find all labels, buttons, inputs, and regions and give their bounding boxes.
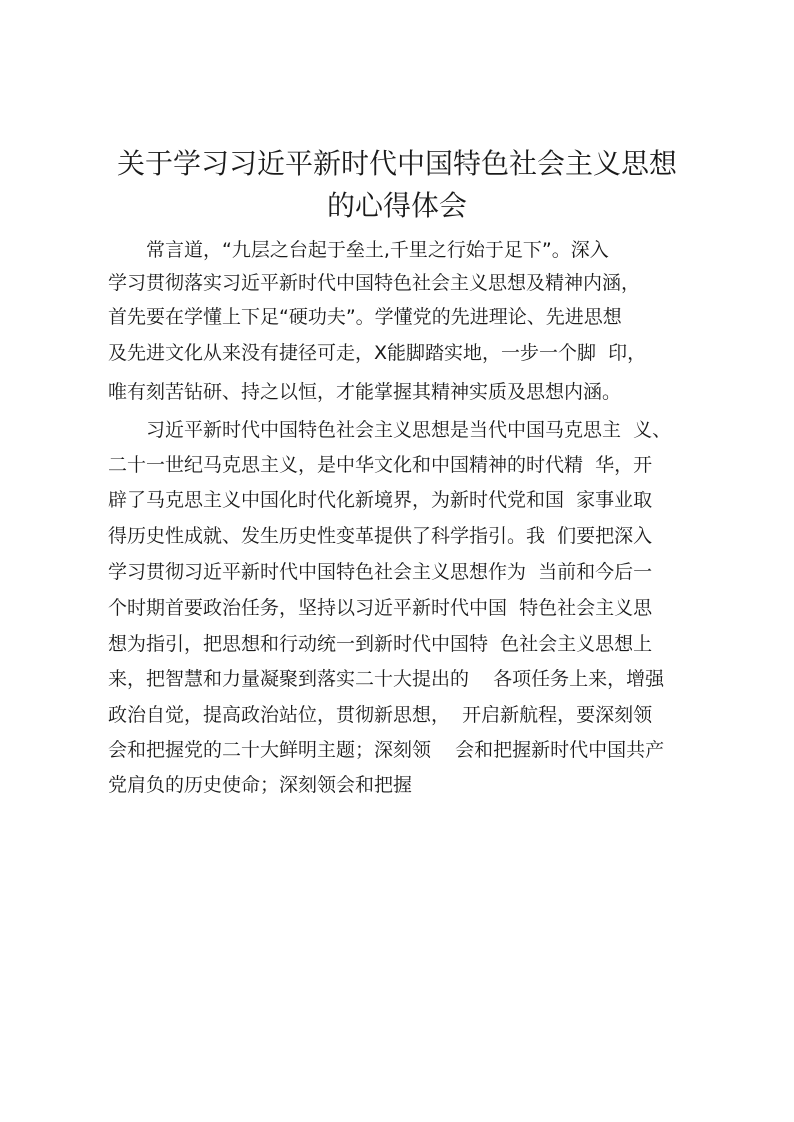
paragraph-2-line: 二十一世纪马克思主义，是中华文化和中国精神的时代精 华，开: [108, 454, 653, 476]
document-title-line-2: 的心得体会: [326, 189, 467, 222]
paragraph-2-line: 政治自觉，提高政治站位，贯彻新思想， 开启新航程，要深刻领: [108, 704, 653, 726]
paragraph-1-line: 唯有刻苦钻研、持之以恒，才能掌握其精神实质及思想内涵。: [108, 381, 622, 403]
paragraph-2-line: 想为指引，把思想和行动统一到新时代中国特 色社会主义思想上: [108, 633, 653, 655]
paragraph-2-line: 会和把握党的二十大鲜明主题；深刻领 会和把握新时代中国共产: [108, 739, 665, 761]
paragraph-1-line: 及先进文化从来没有捷径可走，X能脚踏实地，一步一个脚 印，: [108, 342, 647, 364]
document-title-line-1: 关于学习习近平新时代中国特色社会主义思想: [116, 147, 677, 180]
paragraph-2-line: 辟了马克思主义中国化时代化新境界，为新时代党和国 家事业取: [108, 489, 653, 511]
paragraph-2-line: 来，把智慧和力量凝聚到落实二十大提出的 各项任务上来，增强: [108, 668, 665, 690]
paragraph-1-line: 常言道，“九层之台起于垒土,千里之行始于足下”。深入: [146, 239, 609, 261]
paragraph-2-line: 个时期首要政治任务，坚持以习近平新时代中国 特色社会主义思: [108, 597, 653, 619]
paragraph-2-line: 党肩负的历史使命；深刻领会和把握: [108, 774, 413, 796]
paragraph-2-line: 得历史性成就、发生历史性变革提供了科学指引。我 们要把深入: [108, 525, 653, 547]
paragraph-1-line: 首先要在学懂上下足“硬功夫”。学懂党的先进理论、先进思想: [108, 306, 622, 328]
paragraph-2-line: 习近平新时代中国特色社会主义思想是当代中国马克思主 义、: [146, 419, 672, 441]
paragraph-1-line: 学习贯彻落实习近平新时代中国特色社会主义思想及精神内涵，: [108, 272, 641, 294]
paragraph-2-line: 学习贯彻习近平新时代中国特色社会主义思想作为 当前和今后一: [108, 561, 653, 583]
